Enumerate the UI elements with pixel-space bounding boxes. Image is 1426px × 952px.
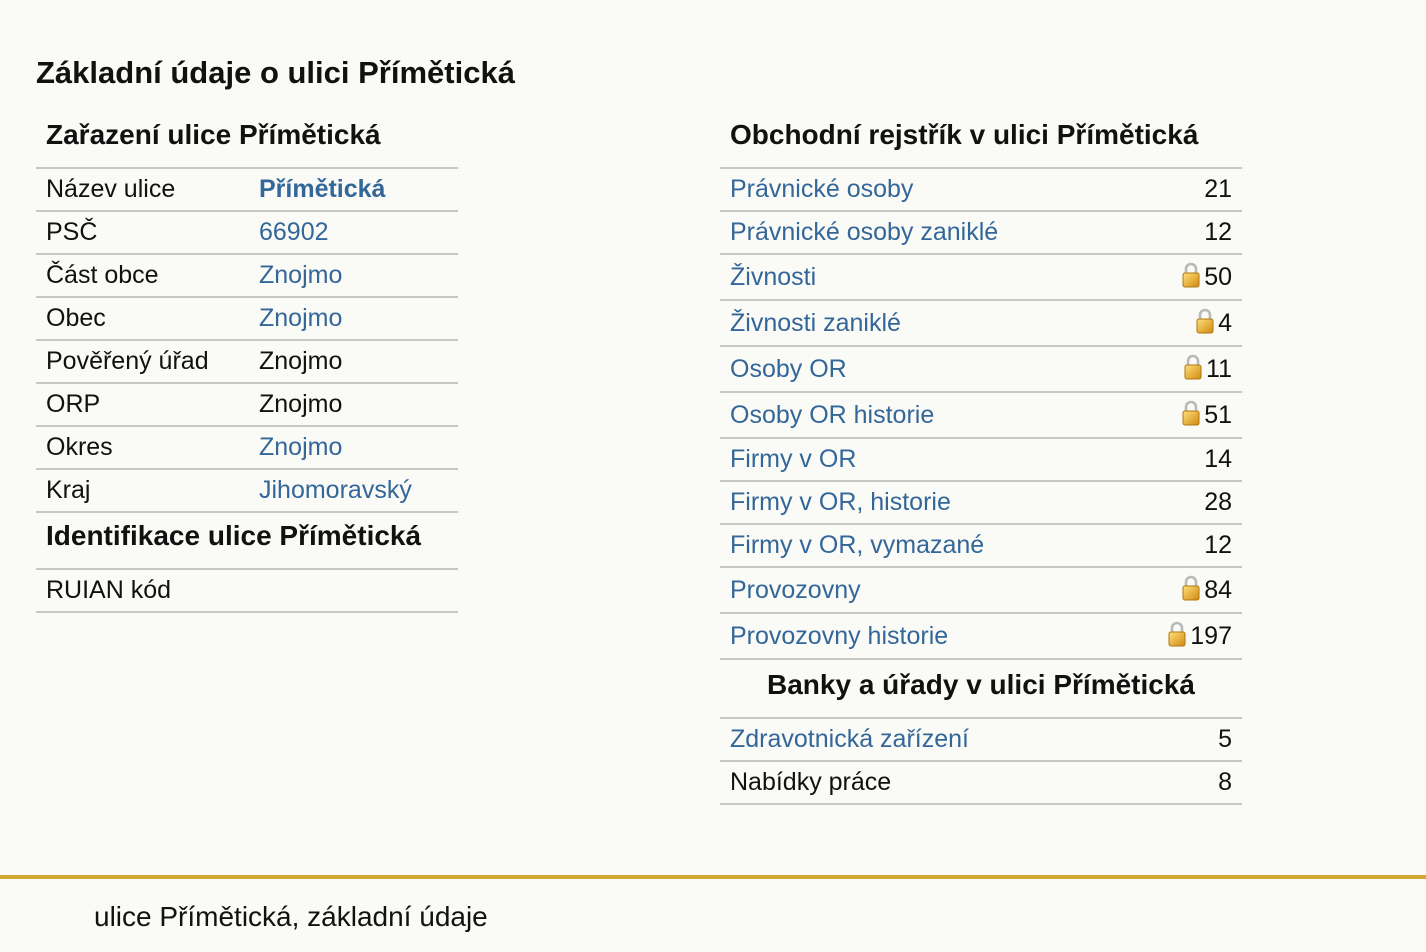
rejstrik-link[interactable]: Živnosti zaniklé: [730, 308, 901, 337]
row-label: Název ulice: [46, 175, 176, 203]
rejstrik-count: [1182, 262, 1232, 292]
street-name-link[interactable]: Přímětická: [259, 175, 386, 203]
rejstrik-row: [720, 393, 1242, 439]
row-okres: [36, 427, 458, 470]
row-label: Část obce: [46, 261, 159, 289]
rejstrik-link[interactable]: Právnické osoby: [730, 175, 914, 203]
count-value: 12: [1204, 218, 1232, 246]
row-label: Kraj: [46, 476, 91, 504]
rejstrik-link[interactable]: Provozovny: [730, 575, 861, 604]
lock-icon: [1168, 621, 1186, 647]
row-cast-obce: [36, 255, 458, 298]
rejstrik-row: [720, 301, 1242, 347]
rejstrik-link[interactable]: Živnosti: [730, 262, 817, 291]
rejstrik-link[interactable]: Firmy v OR: [730, 445, 857, 473]
cast-obce-link[interactable]: Znojmo: [259, 261, 343, 289]
rejstrik-count: [1204, 488, 1232, 517]
row-povereny-urad: [36, 341, 458, 384]
count-value: 51: [1204, 400, 1232, 429]
okres-link[interactable]: Znojmo: [259, 433, 343, 461]
count-value: 12: [1204, 531, 1232, 559]
rejstrik-count: [1184, 354, 1232, 384]
rejstrik-count: [1204, 531, 1232, 560]
count-value: 28: [1204, 488, 1232, 516]
business-register-column: [720, 108, 1242, 805]
rejstrik-link[interactable]: Právnické osoby zaniklé: [730, 218, 999, 246]
footer-text: ulice Přímětická, základní údaje: [94, 901, 488, 932]
lock-icon: [1182, 575, 1200, 601]
rejstrik-link[interactable]: Firmy v OR, vymazané: [730, 531, 985, 559]
rejstrik-row: [720, 568, 1242, 614]
psc-link[interactable]: 66902: [259, 218, 329, 246]
row-kraj: [36, 470, 458, 513]
rejstrik-row: [720, 525, 1242, 568]
rejstrik-list: [720, 169, 1242, 660]
page-title: Základní údaje o ulici Přímětická: [36, 55, 515, 90]
banky-count: 5: [1218, 725, 1232, 753]
count-value: 84: [1204, 575, 1232, 604]
street-info-column: [36, 108, 458, 613]
count-value: 14: [1204, 445, 1232, 473]
row-label: PSČ: [46, 218, 98, 246]
row-nazev-ulice: [36, 169, 458, 212]
rejstrik-row: [720, 169, 1242, 212]
banky-count: 8: [1218, 768, 1232, 796]
rejstrik-link[interactable]: Firmy v OR, historie: [730, 488, 951, 516]
count-value: 197: [1190, 621, 1232, 650]
row-ruian: [36, 570, 458, 613]
rejstrik-row: [720, 439, 1242, 482]
banky-list: [720, 719, 1242, 805]
section-title-identifikace: Identifikace ulice Přímětická: [36, 513, 458, 570]
count-value: 21: [1204, 175, 1232, 203]
row-label: Pověřený úřad: [46, 347, 209, 375]
povereny-urad-value: Znojmo: [259, 347, 343, 375]
row-label: Okres: [46, 433, 113, 461]
row-label: ORP: [46, 390, 101, 418]
rejstrik-link[interactable]: Osoby OR historie: [730, 400, 935, 429]
section-title-zarazeni: Zařazení ulice Přímětická: [36, 108, 458, 169]
rejstrik-row: [720, 347, 1242, 393]
rejstrik-link[interactable]: Osoby OR: [730, 354, 847, 383]
banky-row: [720, 719, 1242, 762]
lock-icon: [1184, 354, 1202, 380]
lock-icon: [1196, 308, 1214, 334]
count-value: 4: [1218, 308, 1232, 337]
footer: [0, 875, 1426, 952]
rejstrik-count: [1168, 621, 1232, 651]
count-value: 50: [1204, 262, 1232, 291]
obec-link[interactable]: Znojmo: [259, 304, 343, 332]
banky-label: Nabídky práce: [730, 768, 892, 796]
rejstrik-count: [1182, 400, 1232, 430]
row-label: RUIAN kód: [46, 576, 172, 604]
lock-icon: [1182, 262, 1200, 288]
orp-value: Znojmo: [259, 390, 343, 418]
rejstrik-row: [720, 482, 1242, 525]
row-psc: [36, 212, 458, 255]
row-orp: [36, 384, 458, 427]
rejstrik-count: [1204, 218, 1232, 247]
rejstrik-link[interactable]: Provozovny historie: [730, 621, 949, 650]
count-value: 11: [1206, 354, 1232, 383]
lock-icon: [1182, 400, 1200, 426]
rejstrik-count: [1182, 575, 1232, 605]
section-title-banky: Banky a úřady v ulici Přímětická: [720, 660, 1242, 719]
row-label: Obec: [46, 304, 106, 332]
rejstrik-row: [720, 614, 1242, 660]
rejstrik-count: [1204, 445, 1232, 474]
row-obec: [36, 298, 458, 341]
kraj-link[interactable]: Jihomoravský: [259, 476, 412, 504]
rejstrik-count: [1204, 175, 1232, 204]
banky-link[interactable]: Zdravotnická zařízení: [730, 725, 969, 753]
rejstrik-count: [1196, 308, 1232, 338]
section-title-rejstrik: Obchodní rejstřík v ulici Přímětická: [720, 108, 1242, 169]
rejstrik-row: [720, 212, 1242, 255]
banky-row: [720, 762, 1242, 805]
rejstrik-row: [720, 255, 1242, 301]
